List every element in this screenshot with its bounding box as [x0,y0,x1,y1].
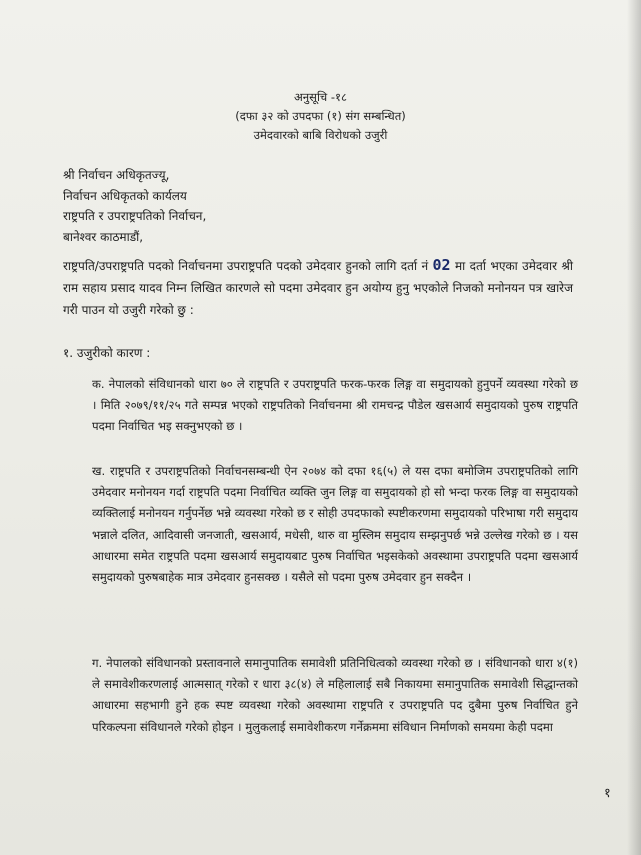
item-label: ग. [92,656,103,670]
addressee-line: राष्ट्रपति र उपराष्ट्रपतिको निर्वाचन, [63,209,207,223]
section-heading: १. उजुरीको कारण : [63,346,151,360]
document-header [0,88,641,145]
handwritten-registration-number: 02 [432,256,451,274]
intro-text-after: मा दर्ता भएका उमेदवार श्री राम सहाय प्रसाद यादव निम्न लिखित कारणले सो पदमा उमेदवार हुन अयोग्य हुनु भएकोले निजको मनोनयन पत्र खारेज गरी पाउन यो उजुरी गरेको छु : [63,259,573,317]
page-number: १ [604,786,611,801]
addressee-line: निर्वाचन अधिकृतको कार्यलय [63,188,187,203]
item-text: नेपालको संविधानको धारा ७० ले राष्ट्रपति र उपराष्ट्रपति फरक-फरक लिङ्ग वा समुदायको हुनुपर्ने व्यवस्था गरेको छ । मिति २०७९/११/२५ गते सम्पन्न भएको राष्ट्रपतिको निर्वाचनमा श्री रामचन्द्र पौडेल खसआर्य समुदायको पुरुष राष्ट्रपति पदमा निर्वाचित भइ सक्नुभएको छ । [92,377,578,434]
addressee-block [63,165,206,247]
section-reference: (दफा ३२ को उपदफा (१) संग सम्बन्धित) [235,109,406,123]
intro-paragraph [63,254,573,321]
complaint-item [92,374,578,438]
item-text: नेपालको संविधानको प्रस्तावनाले समानुपातिक समावेशी प्रतिनिधित्वको व्यवस्था गरेको छ । संविधानको धारा ४(१) ले समावेशीकरणलाई आत्मसात् गरेको र धारा ३८(४) ले महिलालाई सबै निकायमा समानुपातिक समावेशी सिद्धान्तको आधारमा सहभागी हुने हक स्पष्ट व्यवस्था गरेको अवस्थामा राष्ट्रपति र उपराष्ट्रपति पद दुबैमा पुरुष निर्वाचित हुने परिकल्पना संविधानले गरेको होइन । मुलुकलाई समावेशीकरण गर्नेक्रममा संविधान निर्माणको समयमा केही पदमा [92,656,579,734]
item-label: ख. [92,464,106,478]
item-text: राष्ट्रपति र उपराष्ट्रपतिको निर्वाचनसम्बन्धी ऐन २०७४ को दफा १६(५) ले यस दफा बमोजिम उपराष्ट्रपतिको लागि उमेदवार मनोनयन गर्दा राष्ट्रपति पदमा निर्वाचित व्यक्ति जुन लिङ्ग वा समुदायको हो सो भन्दा फरक लिङ्ग वा समुदायको व्यक्तिलाई मनोनयन गर्नुपर्नेछ भन्ने व्यवस्था गरेको छ र सोही उपदफाको स्पष्टीकरणमा समुदायको परिभाषा गरी समुदाय भन्नाले दलित, आदिवासी जनजाती, खसआर्य, मधेसी, थारु वा मुस्लिम समुदाय सम्झनुपर्छ भन्ने उल्लेख गरेको छ । यस आधारमा समेत राष्ट्रपति पदमा खसआर्य समुदायबाट पुरुष निर्वाचित भइसकेको अवस्थामा उपराष्ट्रपति पदमा खसआर्य समुदायको पुरुषबाहेक मात्र उमेदवार हुनसक्छ । यसैले सो पदमा पुरुष उमेदवार हुन सक्दैन । [92,464,578,585]
complaint-item [92,461,578,588]
schedule-title: अनुसूचि -१८ [294,90,347,104]
addressee-line: श्री निर्वाचन अधिकृतज्यू, [63,168,170,182]
addressee-line: बानेश्वर काठमाडौं, [63,229,144,244]
intro-text-before: राष्ट्रपति/उपराष्ट्रपति पदको निर्वाचनमा उपराष्ट्रपति पदको उमेदवार हुनको लागि दर्ता नं [63,259,429,273]
complaint-item [92,653,578,738]
item-label: क. [92,377,105,391]
complaint-title: उमेदवारको बाबि विरोधको उजुरी [253,128,388,142]
